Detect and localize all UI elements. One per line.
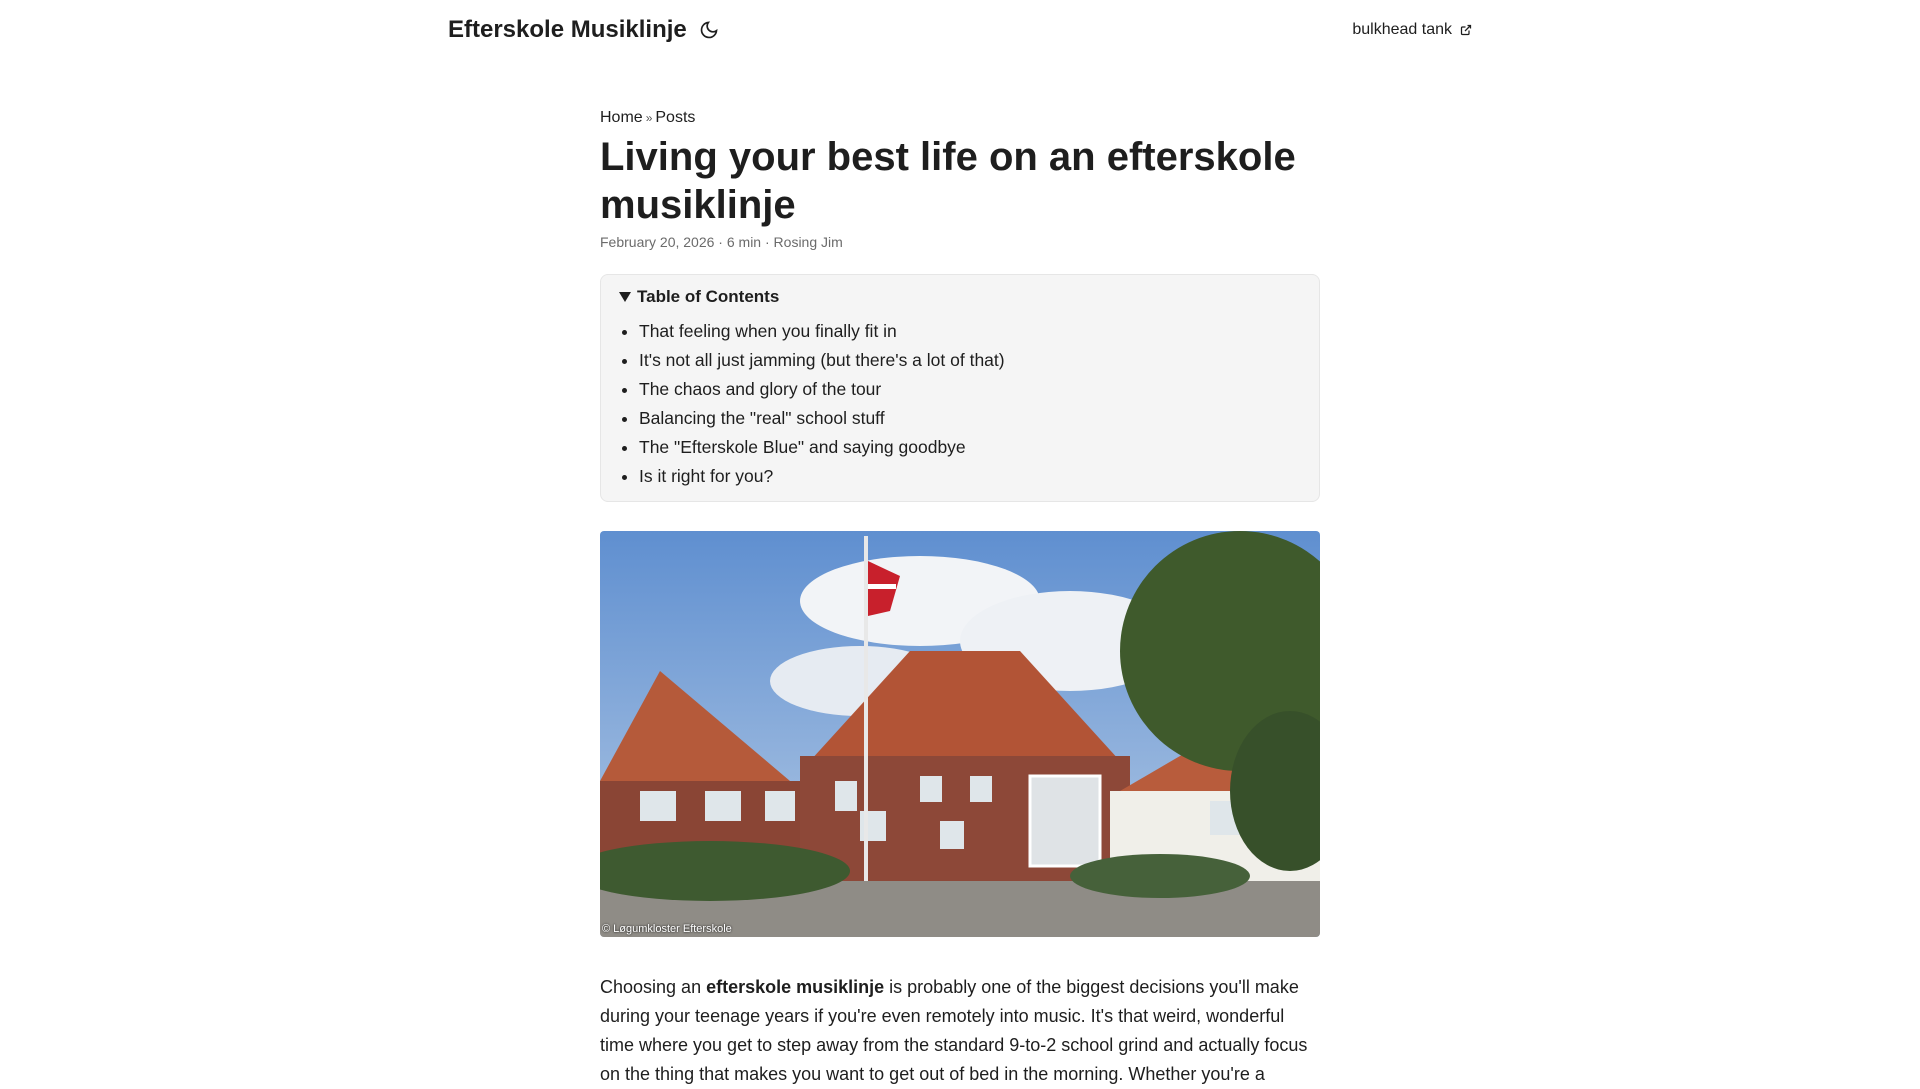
- toc-list: [601, 317, 1005, 491]
- site-header: [448, 0, 1472, 60]
- toc-link[interactable]: The chaos and glory of the tour: [639, 379, 882, 399]
- external-link[interactable]: [1352, 21, 1472, 39]
- logo-group: [448, 16, 719, 44]
- bold-keyword: efterskole musiklinje: [706, 977, 885, 997]
- toc-link[interactable]: Is it right for you?: [639, 466, 774, 486]
- triangle-down-icon: [619, 291, 631, 303]
- toc-link[interactable]: It's not all just jamming (but there's a lot of that): [639, 350, 1005, 370]
- hero-image: [600, 531, 1320, 937]
- toc-link[interactable]: That feeling when you finally fit in: [639, 321, 897, 341]
- page-title: Living your best life on an efterskole musiklinje: [600, 135, 1296, 227]
- school-building-photo: [600, 531, 1320, 937]
- meta-separator: ·: [764, 234, 770, 250]
- intro-paragraph: [600, 973, 1322, 1089]
- toc-item[interactable]: [639, 462, 1005, 491]
- post-author: Rosing Jim: [773, 234, 843, 250]
- meta-separator: ·: [718, 234, 723, 250]
- toc-item[interactable]: [639, 404, 1005, 433]
- breadcrumb-posts[interactable]: Posts: [655, 109, 696, 126]
- text: is probably one of the biggest decisions you'll make during your teenage years if you're even remotely into music. It's that weird, wonderful time where you get to step away from the standard 9-to-2 school grind and actually focus on the thing that makes you want to get out of bed in the morning. Whether you're a: [600, 977, 1308, 1084]
- text: Choosing an: [600, 977, 707, 997]
- external-link-label: bulkhead tank: [1352, 21, 1452, 38]
- post-date: February 20, 2026: [600, 234, 715, 250]
- moon-icon[interactable]: [699, 20, 719, 40]
- breadcrumb-home[interactable]: Home: [600, 109, 643, 126]
- image-caption: © Løgumkloster Efterskole: [602, 923, 732, 935]
- toc-toggle[interactable]: [619, 287, 779, 307]
- toc-item[interactable]: [639, 346, 1005, 375]
- toc-item[interactable]: [639, 433, 1005, 462]
- toc-link[interactable]: Balancing the "real" school stuff: [639, 408, 885, 428]
- site-title-link[interactable]: Efterskole Musiklinje: [448, 16, 687, 43]
- post-meta: [600, 234, 843, 250]
- table-of-contents: [600, 274, 1320, 502]
- external-link-icon: [1460, 24, 1472, 36]
- toc-title: Table of Contents: [637, 287, 780, 306]
- toc-link[interactable]: The "Efterskole Blue" and saying goodbye: [639, 437, 966, 457]
- breadcrumb-separator: »: [645, 111, 653, 125]
- breadcrumb: [600, 109, 695, 127]
- toc-item[interactable]: [639, 375, 1005, 404]
- read-time: 6 min: [726, 234, 762, 250]
- toc-item[interactable]: [639, 317, 1005, 346]
